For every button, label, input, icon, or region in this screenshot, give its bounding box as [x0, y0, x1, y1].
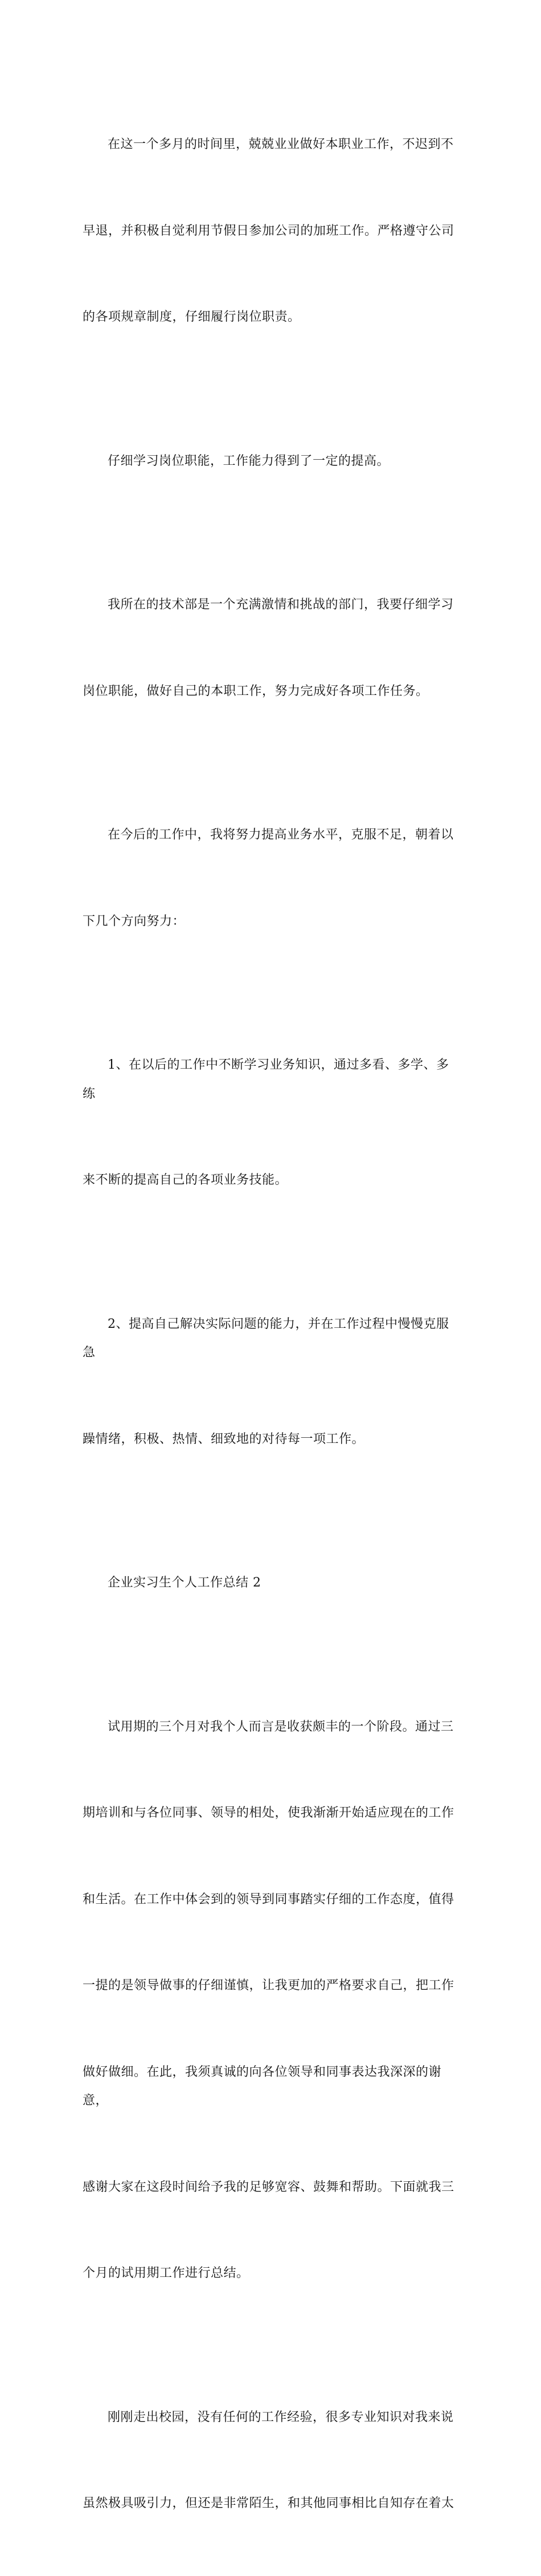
text-line: 来不断的提高自己的各项业务技能。 [83, 1173, 288, 1187]
text-line: 试用期的三个月对我个人而言是收获颇丰的一个阶段。通过三 [108, 1719, 454, 1734]
paragraph-2 [83, 390, 461, 534]
text-line: 1、在以后的工作中不断学习业务知识，通过多看、多学、多练 [83, 1058, 449, 1101]
paragraph-5 [83, 993, 461, 1253]
text-line: 感谢大家在这段时间给予我的足够宽容、鼓舞和帮助。下面就我三 [83, 2180, 454, 2194]
text-line: 我所在的技术部是一个充满激情和挑战的部门，我要仔细学习 [108, 598, 454, 612]
text-line: 虽然极具吸引力，但还是非常陌生，和其他同事相比自知存在着太 [83, 2496, 454, 2510]
text-line: 和生活。在工作中体会到的领导到同事踏实仔细的工作态度，值得 [83, 1892, 454, 1907]
text-line: 在今后的工作中，我将努力提高业务水平，克服不足，朝着以 [108, 828, 454, 842]
paragraph-6 [83, 1253, 461, 1512]
text-line: 刚刚走出校园，没有任何的工作经验，很多专业知识对我来说 [108, 2410, 454, 2424]
paragraph-1 [83, 73, 461, 390]
text-line: 下几个方向努力： [83, 914, 186, 929]
text-line: 个月的试用期工作进行总结。 [83, 2266, 249, 2280]
heading-text: 企业实习生个人工作总结 2 [108, 1576, 261, 1590]
text-line: 做好做细。在此，我须真诚的向各位领导和同事表达我深深的谢意， [83, 2064, 442, 2108]
text-line: 岗位职能，做好自己的本职工作，努力完成好各项工作任务。 [83, 684, 429, 698]
document-body [83, 73, 461, 2576]
text-line: 期培训和与各位同事、领导的相处，使我渐渐开始适应现在的工作 [83, 1806, 454, 1820]
text-line: 一提的是领导做事的仔细谨慎，让我更加的严格要求自己，把工作 [83, 1978, 454, 1993]
text-line: 2、提高自己解决实际问题的能力，并在工作过程中慢慢克服急 [83, 1316, 449, 1360]
section-heading [83, 1511, 461, 1655]
text-line: 在这一个多月的时间里，兢兢业业做好本职业工作，不迟到不 [108, 137, 454, 152]
text-line: 早退，并积极自觉利用节假日参加公司的加班工作。严格遵守公司 [83, 223, 454, 238]
text-line: 仔细学习岗位职能，工作能力得到了一定的提高。 [108, 453, 390, 468]
paragraph-8 [83, 2346, 461, 2576]
paragraph-4 [83, 763, 461, 993]
paragraph-7 [83, 1655, 461, 2346]
text-line: 的各项规章制度，仔细履行岗位职责。 [83, 310, 301, 324]
text-line: 躁情绪，积极、热情、细致地的对待每一项工作。 [83, 1432, 365, 1446]
paragraph-3 [83, 533, 461, 763]
